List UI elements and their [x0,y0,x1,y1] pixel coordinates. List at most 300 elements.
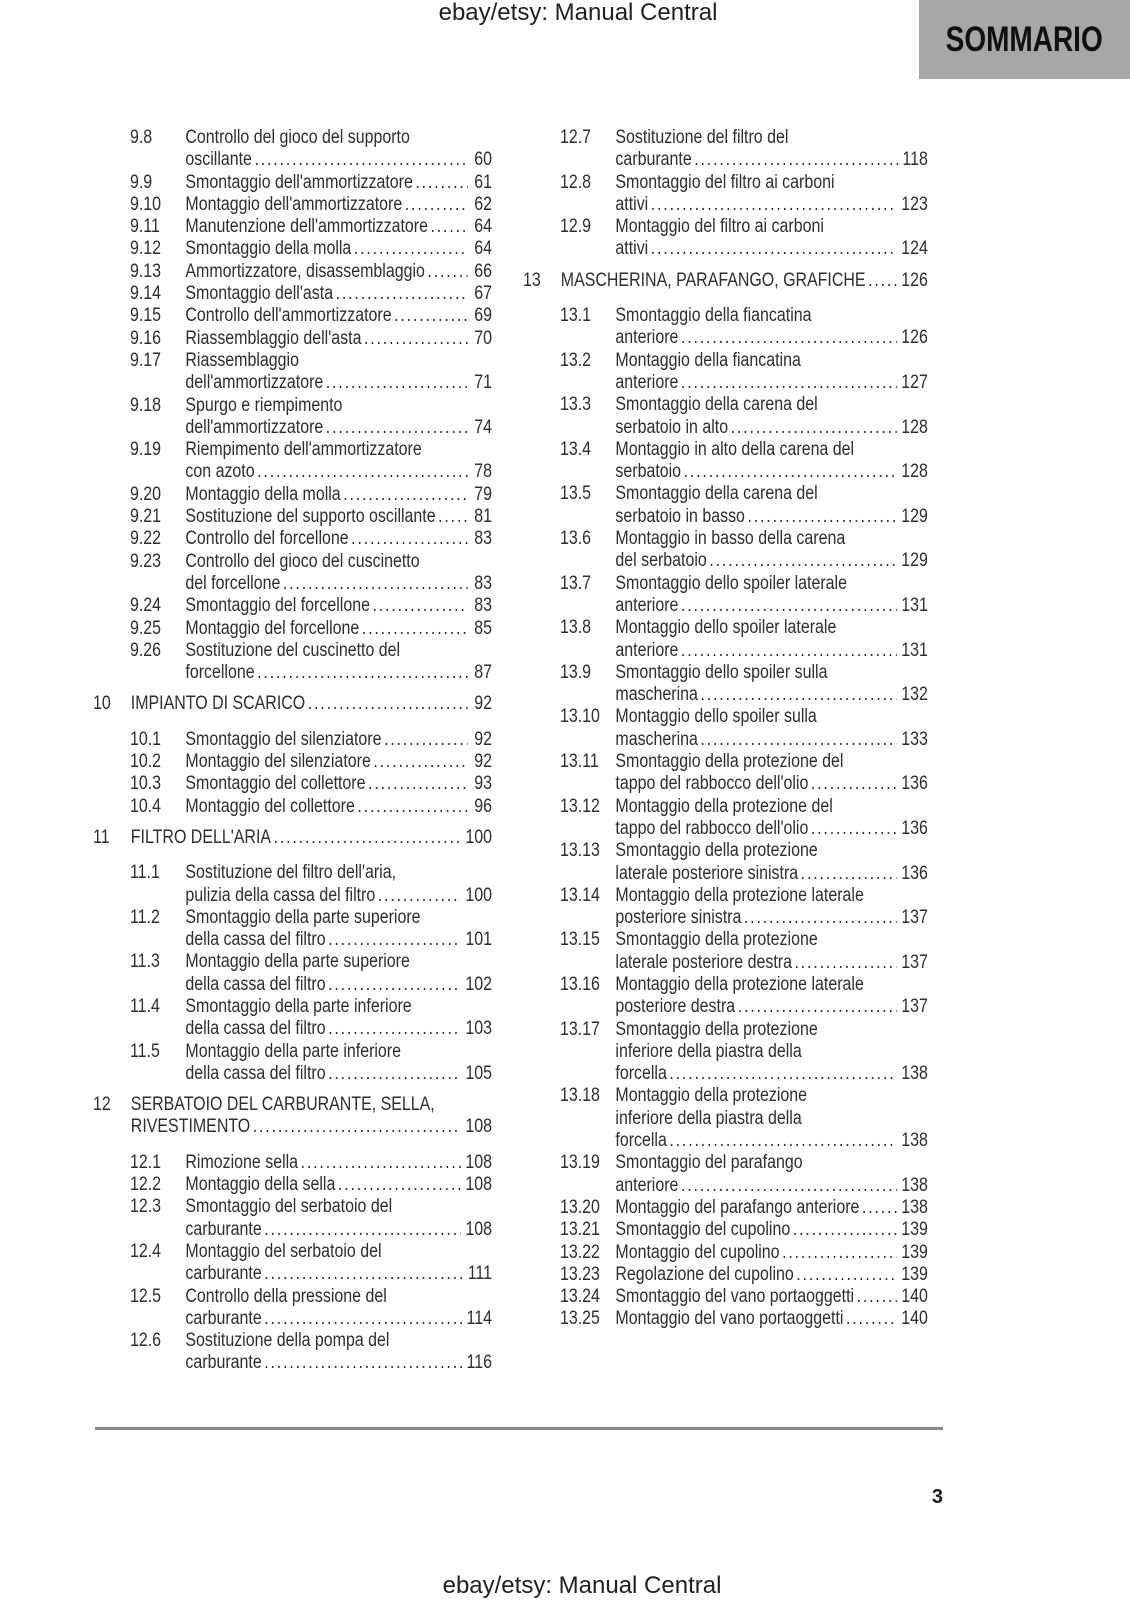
toc-entry-title: Smontaggio del parafango [615,1152,803,1174]
toc-entry-number: 11.1 [129,862,160,884]
toc-entry-number: 12 [93,1094,111,1116]
toc-entry-title: tappo del rabbocco dell'olio [615,773,809,795]
toc-entry-lastline [615,863,927,885]
toc-entry[interactable] [523,885,928,930]
toc-entry-title: Smontaggio della protezione [615,1018,818,1040]
toc-entry-number: 9.10 [129,193,162,215]
toc-entry-title: della cassa del filtro [185,929,326,951]
dot-leader [257,662,468,684]
toc-entry[interactable] [93,216,492,238]
toc-entry-page: 79 [474,483,492,505]
toc-entry-lastline [185,1174,492,1196]
toc-entry-title: anteriore [615,371,679,393]
toc-entry[interactable] [523,573,928,618]
toc-entry-page: 126 [901,327,928,349]
toc-entry[interactable] [523,1152,928,1197]
toc-entry[interactable] [93,350,492,395]
toc-entry-body [185,773,492,795]
toc-entry-title: Smontaggio del filtro ai carboni [615,171,835,193]
toc-entry-page: 101 [465,929,492,951]
toc-entry-body [615,172,927,217]
toc-entry-page: 114 [466,1307,492,1329]
toc-entry[interactable] [523,528,928,573]
toc-entry-number: 13.3 [559,394,592,416]
dot-leader [793,1219,897,1241]
dot-leader [651,194,897,216]
toc-entry-title: RIVESTIMENTO [130,1116,251,1138]
toc-entry-page: 136 [901,862,928,884]
toc-entry-number: 12.5 [129,1285,162,1307]
toc-entry-title: carburante [185,1218,262,1240]
toc-entry-lastline [185,149,492,171]
dot-leader [354,238,468,260]
toc-entry-body [185,595,492,617]
dot-leader [264,1308,462,1330]
toc-entry-body [615,662,927,707]
dot-leader [681,595,897,617]
toc-entry-number: 13.20 [559,1196,600,1218]
toc-entry-page: 105 [465,1062,492,1084]
toc-entry[interactable] [93,194,492,216]
toc-entry-title: Smontaggio della parte inferiore [185,995,412,1017]
toc-entry-number: 13.1 [559,305,592,327]
toc-entry-lastline [615,1242,927,1264]
dot-leader [438,506,468,528]
toc-entry[interactable] [93,1152,492,1174]
toc-entry[interactable] [93,1330,492,1375]
toc-entry-body [185,1241,492,1286]
toc-entry[interactable] [523,1242,928,1264]
toc-entry-lastline [131,1116,492,1138]
toc-entry-lastline [185,484,492,506]
toc-entry-number: 12.2 [129,1174,162,1196]
toc-entry-title: Montaggio della protezione [615,1085,808,1107]
toc-entry-number: 13.21 [559,1219,600,1241]
toc-entry-number: 13.14 [559,884,600,906]
toc-entry-title: Rimozione sella [185,1151,299,1173]
toc-entry-number: 12.7 [559,127,592,148]
dot-leader [651,238,897,260]
toc-entry[interactable] [93,305,492,327]
toc-entry-lastline [615,1219,927,1241]
toc-entry-page: 129 [901,505,928,527]
toc-entry[interactable] [523,796,928,841]
toc-entry-page: 64 [474,216,492,238]
toc-entry[interactable] [93,640,492,685]
dot-leader [351,528,467,550]
toc-entry-body [615,305,927,350]
toc-entry[interactable] [523,1264,928,1286]
toc-entry-body [615,706,927,751]
toc-entry[interactable] [523,1019,928,1086]
toc-entry-title: Smontaggio del vano portaoggetti [615,1286,855,1308]
toc-entry-title: anteriore [615,327,679,349]
dot-leader [253,1116,461,1138]
toc-entry-page: 92 [474,751,492,773]
toc-entry[interactable] [93,551,492,596]
dot-leader [326,372,468,394]
dot-leader [373,751,467,773]
page-number: 3 [931,1486,943,1508]
toc-entry[interactable] [93,1241,492,1286]
toc-entry-title: posteriore destra [615,996,736,1018]
toc-entry-title: Smontaggio del collettore [185,773,366,795]
toc-entry-lastline [185,595,492,617]
toc-entry[interactable] [93,283,492,305]
toc-entry[interactable] [93,618,492,640]
dot-leader [328,1063,461,1085]
toc-entry[interactable] [523,929,928,974]
toc-entry-page: 138 [901,1196,928,1218]
toc-entry-page: 96 [474,795,492,817]
toc-entry-page: 83 [474,595,492,617]
toc-entry[interactable] [523,1197,928,1219]
toc-entry-title: posteriore sinistra [615,907,742,929]
toc-entry-lastline [615,773,927,795]
dot-leader [868,270,897,292]
toc-entry-number: 13.12 [559,795,600,817]
toc-entry-lastline [615,595,927,617]
toc-entry-body [185,1330,492,1375]
toc-entry-page: 108 [465,1151,492,1173]
toc-entry-title: Montaggio della protezione del [615,795,833,817]
toc-entry-page: 129 [901,550,928,572]
toc-entry-lastline [131,827,492,849]
toc-entry-lastline [185,506,492,528]
dot-leader [326,417,468,439]
dot-leader [669,1130,897,1152]
toc-entry[interactable] [93,773,492,795]
toc-entry-number: 13.2 [559,349,592,371]
toc-entry-number: 13.17 [559,1018,600,1040]
toc-entry-page: 138 [901,1174,928,1196]
toc-entry-title: Smontaggio della protezione [615,929,818,951]
toc-entry-body [185,305,492,327]
toc-entry-title: Montaggio della protezione laterale [615,973,864,995]
toc-entry-lastline [615,194,927,216]
toc-entry-page: 66 [474,260,492,282]
toc-entry-lastline [615,1308,927,1330]
toc-entry-number: 11.3 [129,951,160,973]
toc-entry[interactable] [523,439,928,484]
toc-entry[interactable] [93,1174,492,1196]
toc-entry[interactable] [93,1041,492,1086]
toc-entry-body [615,1019,927,1086]
toc-entry-lastline [615,729,927,751]
toc-entry-title: della cassa del filtro [185,1062,326,1084]
toc-entry-lastline [615,417,927,439]
dot-leader [274,827,462,849]
toc-entry-number: 9.16 [129,327,162,349]
toc-entry[interactable] [93,729,492,751]
toc-entry-lastline [185,305,492,327]
toc-entry-number: 13.10 [559,706,600,728]
toc-entry[interactable] [523,974,928,1019]
toc-entry-title: carburante [185,1263,262,1285]
toc-entry-body [185,127,492,172]
toc-entry-body [615,1152,927,1197]
toc-entry-body [615,573,927,618]
toc-entry-lastline [185,662,492,684]
toc-entry-page: 102 [465,973,492,995]
toc-entry-body [131,827,492,849]
dot-leader [384,729,468,751]
toc-entry[interactable] [93,751,492,773]
toc-entry-number: 12.6 [129,1330,162,1352]
toc-entry-lastline [185,238,492,260]
toc-entry-lastline [615,327,927,349]
toc-entry-number: 13.4 [559,438,592,460]
toc-entry-page: 78 [474,461,492,483]
toc-entry-number: 9.25 [129,617,162,639]
toc-entry-page: 92 [474,728,492,750]
toc-entry-number: 13.8 [559,617,592,639]
toc-entry-title: inferiore della piastra della [615,1040,802,1062]
toc-entry-body [131,693,492,715]
toc-entry-title: Sostituzione del filtro del [615,127,789,148]
toc-entry-page: 100 [465,826,492,848]
toc-entry-page: 93 [474,773,492,795]
toc-entry[interactable] [93,1196,492,1241]
toc-entry-title: laterale posteriore destra [615,951,792,973]
toc-entry-body [615,394,927,439]
dot-leader [700,729,897,751]
toc-entry-body [185,528,492,550]
toc-entry-title: Controllo della pressione del [185,1285,387,1307]
toc-entry[interactable] [523,617,928,662]
toc-entry[interactable] [93,395,492,440]
toc-entry-page: 136 [901,817,928,839]
toc-entry-page: 71 [474,372,492,394]
toc-entry[interactable] [93,506,492,528]
toc-chapter-entry[interactable] [93,1094,492,1139]
dot-leader [669,1063,897,1085]
toc-entry-page: 140 [901,1286,928,1308]
toc-chapter-entry[interactable] [93,693,492,715]
dot-leader [684,461,897,483]
toc-entry-page: 133 [901,728,928,750]
toc-entry-lastline [615,1175,927,1197]
toc-entry-body [615,929,927,974]
toc-entry-page: 139 [901,1263,928,1285]
toc-entry-lastline [185,618,492,640]
dot-leader [336,283,468,305]
toc-entry[interactable] [93,951,492,996]
toc-entry-page: 108 [465,1116,492,1138]
toc-entry-page: 116 [466,1352,492,1374]
toc-entry-title: forcellone [185,662,255,684]
toc-entry[interactable] [93,328,492,350]
toc-entry[interactable] [523,394,928,439]
toc-entry[interactable] [523,305,928,350]
toc-entry[interactable] [523,840,928,885]
toc-entry-title: Montaggio del filtro ai carboni [615,216,824,238]
toc-entry-lastline [185,194,492,216]
toc-entry-lastline [185,372,492,394]
toc-entry-body [615,1085,927,1152]
toc-entry-title: della cassa del filtro [185,973,326,995]
toc-entry-title: forcella [615,1130,667,1152]
toc-entry-page: 131 [901,639,928,661]
toc-entry[interactable] [93,595,492,617]
toc-entry-number: 13.23 [559,1263,600,1285]
toc-entry-body [185,261,492,283]
toc-entry[interactable] [523,1286,928,1308]
toc-entry-lastline [185,885,492,907]
toc-entry-title: Montaggio del vano portaoggetti [615,1308,844,1330]
toc-entry[interactable] [523,1219,928,1241]
toc-entry-number: 13.24 [559,1286,600,1308]
toc-entry[interactable] [523,483,928,528]
toc-entry-lastline [615,149,927,171]
toc-entry-title: Controllo dell'ammortizzatore [185,305,392,327]
toc-entry-title: Manutenzione dell'ammortizzatore [185,216,428,238]
toc-entry-lastline [185,172,492,194]
dot-leader [264,1263,463,1285]
toc-entry-title: Controllo del gioco del cuscinetto [185,550,420,572]
toc-entry-title: Smontaggio della carena del [615,483,818,505]
dot-leader [801,863,897,885]
toc-entry-body [185,751,492,773]
toc-entry-page: 62 [474,193,492,215]
toc-entry-body [185,484,492,506]
toc-entry-body [615,885,927,930]
toc-entry-number: 13.7 [559,572,592,594]
toc-entry-number: 9.9 [129,171,153,193]
dot-leader [257,461,467,483]
toc-entry[interactable] [93,862,492,907]
toc-entry-body [185,1041,492,1086]
toc-entry-number: 12.1 [129,1151,162,1173]
toc-entry-body [615,1264,927,1286]
toc-entry-body [185,1174,492,1196]
toc-entry-page: 118 [902,149,928,171]
toc-entry-lastline [185,328,492,350]
dot-leader [405,194,468,216]
toc-entry-title: anteriore [615,594,679,616]
toc-entry-body [561,270,928,292]
sommario-label: SOMMARIO [945,19,1104,59]
toc-entry-lastline [185,729,492,751]
toc-entry-body [615,617,927,662]
toc-entry[interactable] [93,127,492,172]
toc-entry-title: Montaggio della parte inferiore [185,1040,402,1062]
toc-entry-body [615,1242,927,1264]
toc-entry[interactable] [93,238,492,260]
toc-entry[interactable] [523,1308,928,1330]
toc-entry-lastline [185,283,492,305]
toc-entry-page: 108 [465,1218,492,1240]
toc-entry[interactable] [523,216,928,261]
toc-entry[interactable] [523,172,928,217]
toc-entry-number: 9.11 [129,216,160,238]
toc-entry-body [615,216,927,261]
toc-entry[interactable] [93,484,492,506]
toc-entry-body [185,439,492,484]
toc-entry-page: 61 [474,171,492,193]
toc-entry-title: Montaggio del cupolino [615,1241,780,1263]
toc-entry-body [185,951,492,996]
dot-leader [846,1308,897,1330]
toc-entry-lastline [615,1286,927,1308]
toc-entry-number: 13.16 [559,973,600,995]
toc-entry-body [615,483,927,528]
toc-entry-title: Smontaggio del serbatoio del [185,1196,393,1218]
toc-entry-title: dell'ammortizzatore [185,372,324,394]
toc-entry-title: Sostituzione del supporto oscillante [185,506,436,528]
toc-entry-title: tappo del rabbocco dell'olio [615,817,809,839]
toc-entry-body [185,194,492,216]
toc-entry-body [185,1196,492,1241]
toc-entry[interactable] [93,261,492,283]
dot-leader [264,1219,461,1241]
toc-entry-lastline [615,1063,927,1085]
toc-entry-title: Montaggio del silenziatore [185,751,371,773]
toc-entry[interactable] [523,662,928,707]
toc-entry-page: 124 [901,238,928,260]
toc-entry[interactable] [93,528,492,550]
toc-entry-body [185,328,492,350]
toc-chapter-entry[interactable] [93,827,492,849]
toc-entry[interactable] [523,751,928,796]
toc-entry-number: 9.24 [129,595,162,617]
toc-entry-title: inferiore della piastra della [615,1107,802,1129]
toc-entry-body [185,216,492,238]
toc-entry[interactable] [93,172,492,194]
toc-entry-title: Smontaggio della fiancatina [615,305,812,327]
dot-leader [709,550,897,572]
toc-entry-body [185,729,492,751]
toc-entry-title: Montaggio del collettore [185,795,355,817]
toc-entry-body [185,350,492,395]
toc-entry-lastline [561,270,928,292]
toc-entry-body [615,751,927,796]
toc-entry[interactable] [93,1286,492,1331]
toc-entry-number: 9.15 [129,305,162,327]
toc-entry-number: 13.22 [559,1241,600,1263]
toc-entry[interactable] [523,706,928,751]
toc-entry[interactable] [523,350,928,395]
toc-entry-lastline [615,1197,927,1219]
toc-entry-title: Smontaggio del forcellone [185,595,370,617]
toc-entry-number: 13.19 [559,1152,600,1174]
toc-entry-lastline [185,573,492,595]
dot-leader [372,595,467,617]
toc-entry[interactable] [93,796,492,818]
dot-leader [731,417,897,439]
toc-entry-number: 9.18 [129,394,162,416]
toc-entry[interactable] [93,439,492,484]
toc-entry[interactable] [93,907,492,952]
toc-entry[interactable] [523,1085,928,1152]
toc-entry-number: 9.13 [129,260,162,282]
toc-entry-number: 10 [93,693,111,715]
toc-chapter-entry[interactable] [523,270,928,292]
toc-entry-title: laterale posteriore sinistra [615,862,799,884]
toc-entry[interactable] [93,996,492,1041]
toc-entry-number: 11 [93,826,110,848]
toc-entry-number: 9.26 [129,639,162,661]
footer-title: ebay/etsy: Manual Central [442,1572,722,1599]
toc-entry-number: 9.23 [129,550,162,572]
toc-entry-title: Montaggio della fiancatina [615,349,801,371]
dot-leader [430,216,467,238]
toc-entry-lastline [615,952,927,974]
toc-entry-title: Smontaggio della protezione del [615,751,844,773]
dot-leader [811,773,897,795]
toc-entry[interactable] [523,127,928,172]
toc-entry-body [185,395,492,440]
